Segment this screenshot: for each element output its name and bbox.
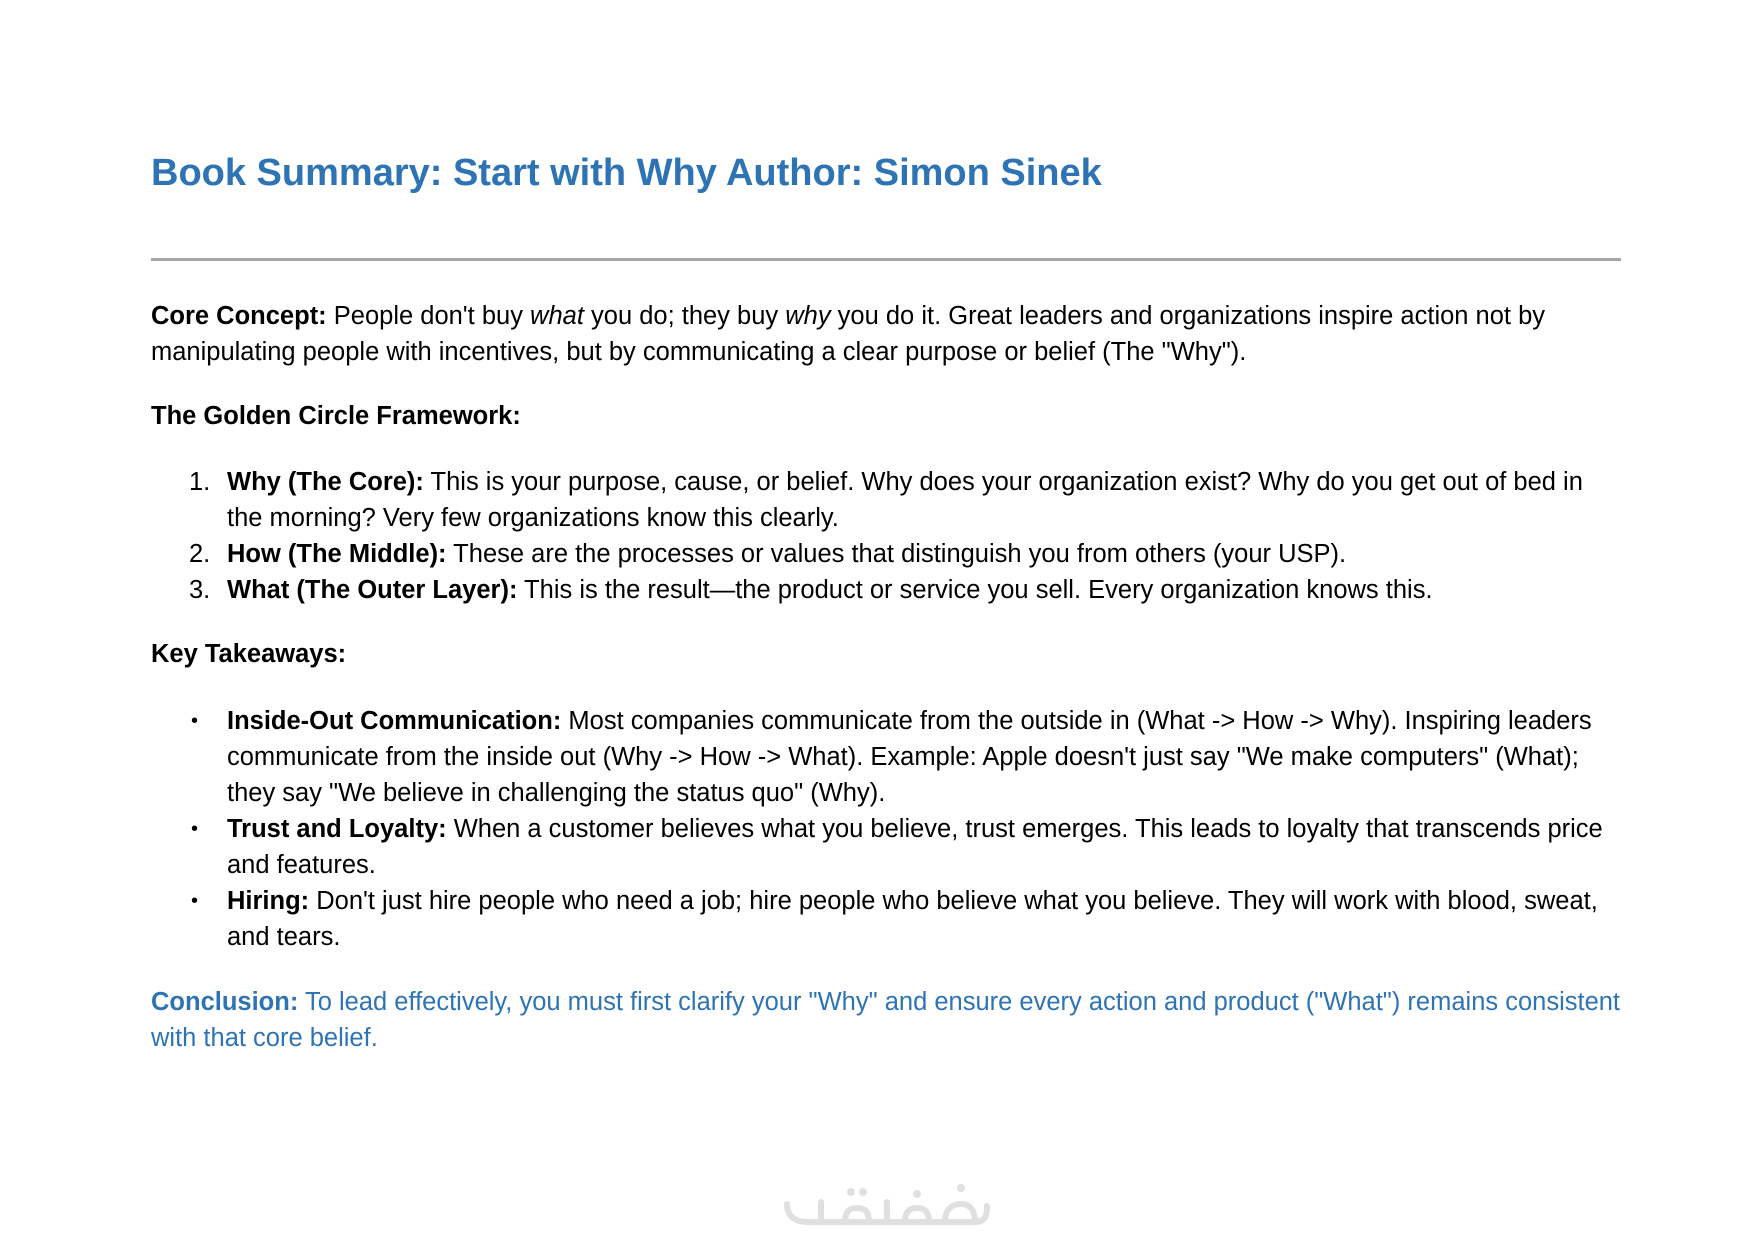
list-item-text: When a customer believes what you believe, trust emerges. This leads to loyalty that transcends price and features. xyxy=(227,815,1603,879)
conclusion-paragraph xyxy=(151,984,1621,1056)
list-item xyxy=(151,536,1621,572)
list-item-text: Don't just hire people who need a job; hire people who believe what you believe. They will work with blood, sweat, and tears. xyxy=(227,887,1598,951)
core-concept-text-3: you do it. Great leaders and organizations inspire action not by manipulating people with incentives, but by communicating a clear purpose or belief (The "Why"). xyxy=(151,302,1546,366)
conclusion-label: Conclusion: xyxy=(151,988,299,1016)
key-takeaways-heading: Key Takeaways: xyxy=(151,640,347,668)
list-item-text: This is your purpose, cause, or belief. Why does your organization exist? Why do you get out of bed in the morning? Very few organizations know this clearly. xyxy=(227,468,1583,532)
core-concept-paragraph xyxy=(151,298,1621,370)
document-title: Book Summary: Start with Why Author: Simon Sinek xyxy=(151,152,1102,194)
khamsat-logo-icon xyxy=(775,1176,995,1232)
list-item-label: Why (The Core): xyxy=(227,468,424,496)
core-concept-label: Core Concept: xyxy=(151,302,327,330)
list-item-label: What (The Outer Layer): xyxy=(227,576,518,604)
list-item-label: Trust and Loyalty: xyxy=(227,815,447,843)
conclusion-text: To lead effectively, you must first clarify your "Why" and ensure every action and product ("What") remains consistent with that core belief. xyxy=(151,988,1621,1052)
golden-circle-heading: The Golden Circle Framework: xyxy=(151,402,521,430)
list-item-label: Inside-Out Communication: xyxy=(227,707,562,735)
core-concept-text-1: People don't buy xyxy=(326,302,531,330)
core-concept-text-2: you do; they buy xyxy=(583,302,786,330)
core-concept-emphasis-why: why xyxy=(785,302,831,330)
document-page xyxy=(151,0,1621,1241)
list-item xyxy=(151,703,1621,811)
golden-circle-list xyxy=(151,464,1621,608)
core-concept-emphasis-what: what xyxy=(530,302,584,330)
list-item xyxy=(151,883,1621,955)
list-item xyxy=(151,811,1621,883)
list-item xyxy=(151,464,1621,536)
list-item-text: Most companies communicate from the outside in (What -> How -> Why). Inspiring leaders communicate from the inside out (Why -> How -> What). Example: Apple doesn't just say "We make computers" (What); they say "We believe in challenging the status quo" (Why). xyxy=(227,707,1592,807)
bullet-icon: • xyxy=(191,710,199,732)
list-number: 1. xyxy=(189,468,211,496)
list-number: 2. xyxy=(189,540,211,568)
list-number: 3. xyxy=(189,576,211,604)
bullet-icon: • xyxy=(191,818,199,840)
list-item-text: This is the result—the product or service you sell. Every organization knows this. xyxy=(517,576,1433,604)
horizontal-rule xyxy=(151,258,1621,261)
list-item xyxy=(151,572,1621,608)
list-item-text: These are the processes or values that distinguish you from others (your USP). xyxy=(446,540,1347,568)
list-item-label: Hiring: xyxy=(227,887,310,915)
bullet-icon: • xyxy=(191,890,199,912)
key-takeaways-list xyxy=(151,703,1621,955)
list-item-label: How (The Middle): xyxy=(227,540,447,568)
